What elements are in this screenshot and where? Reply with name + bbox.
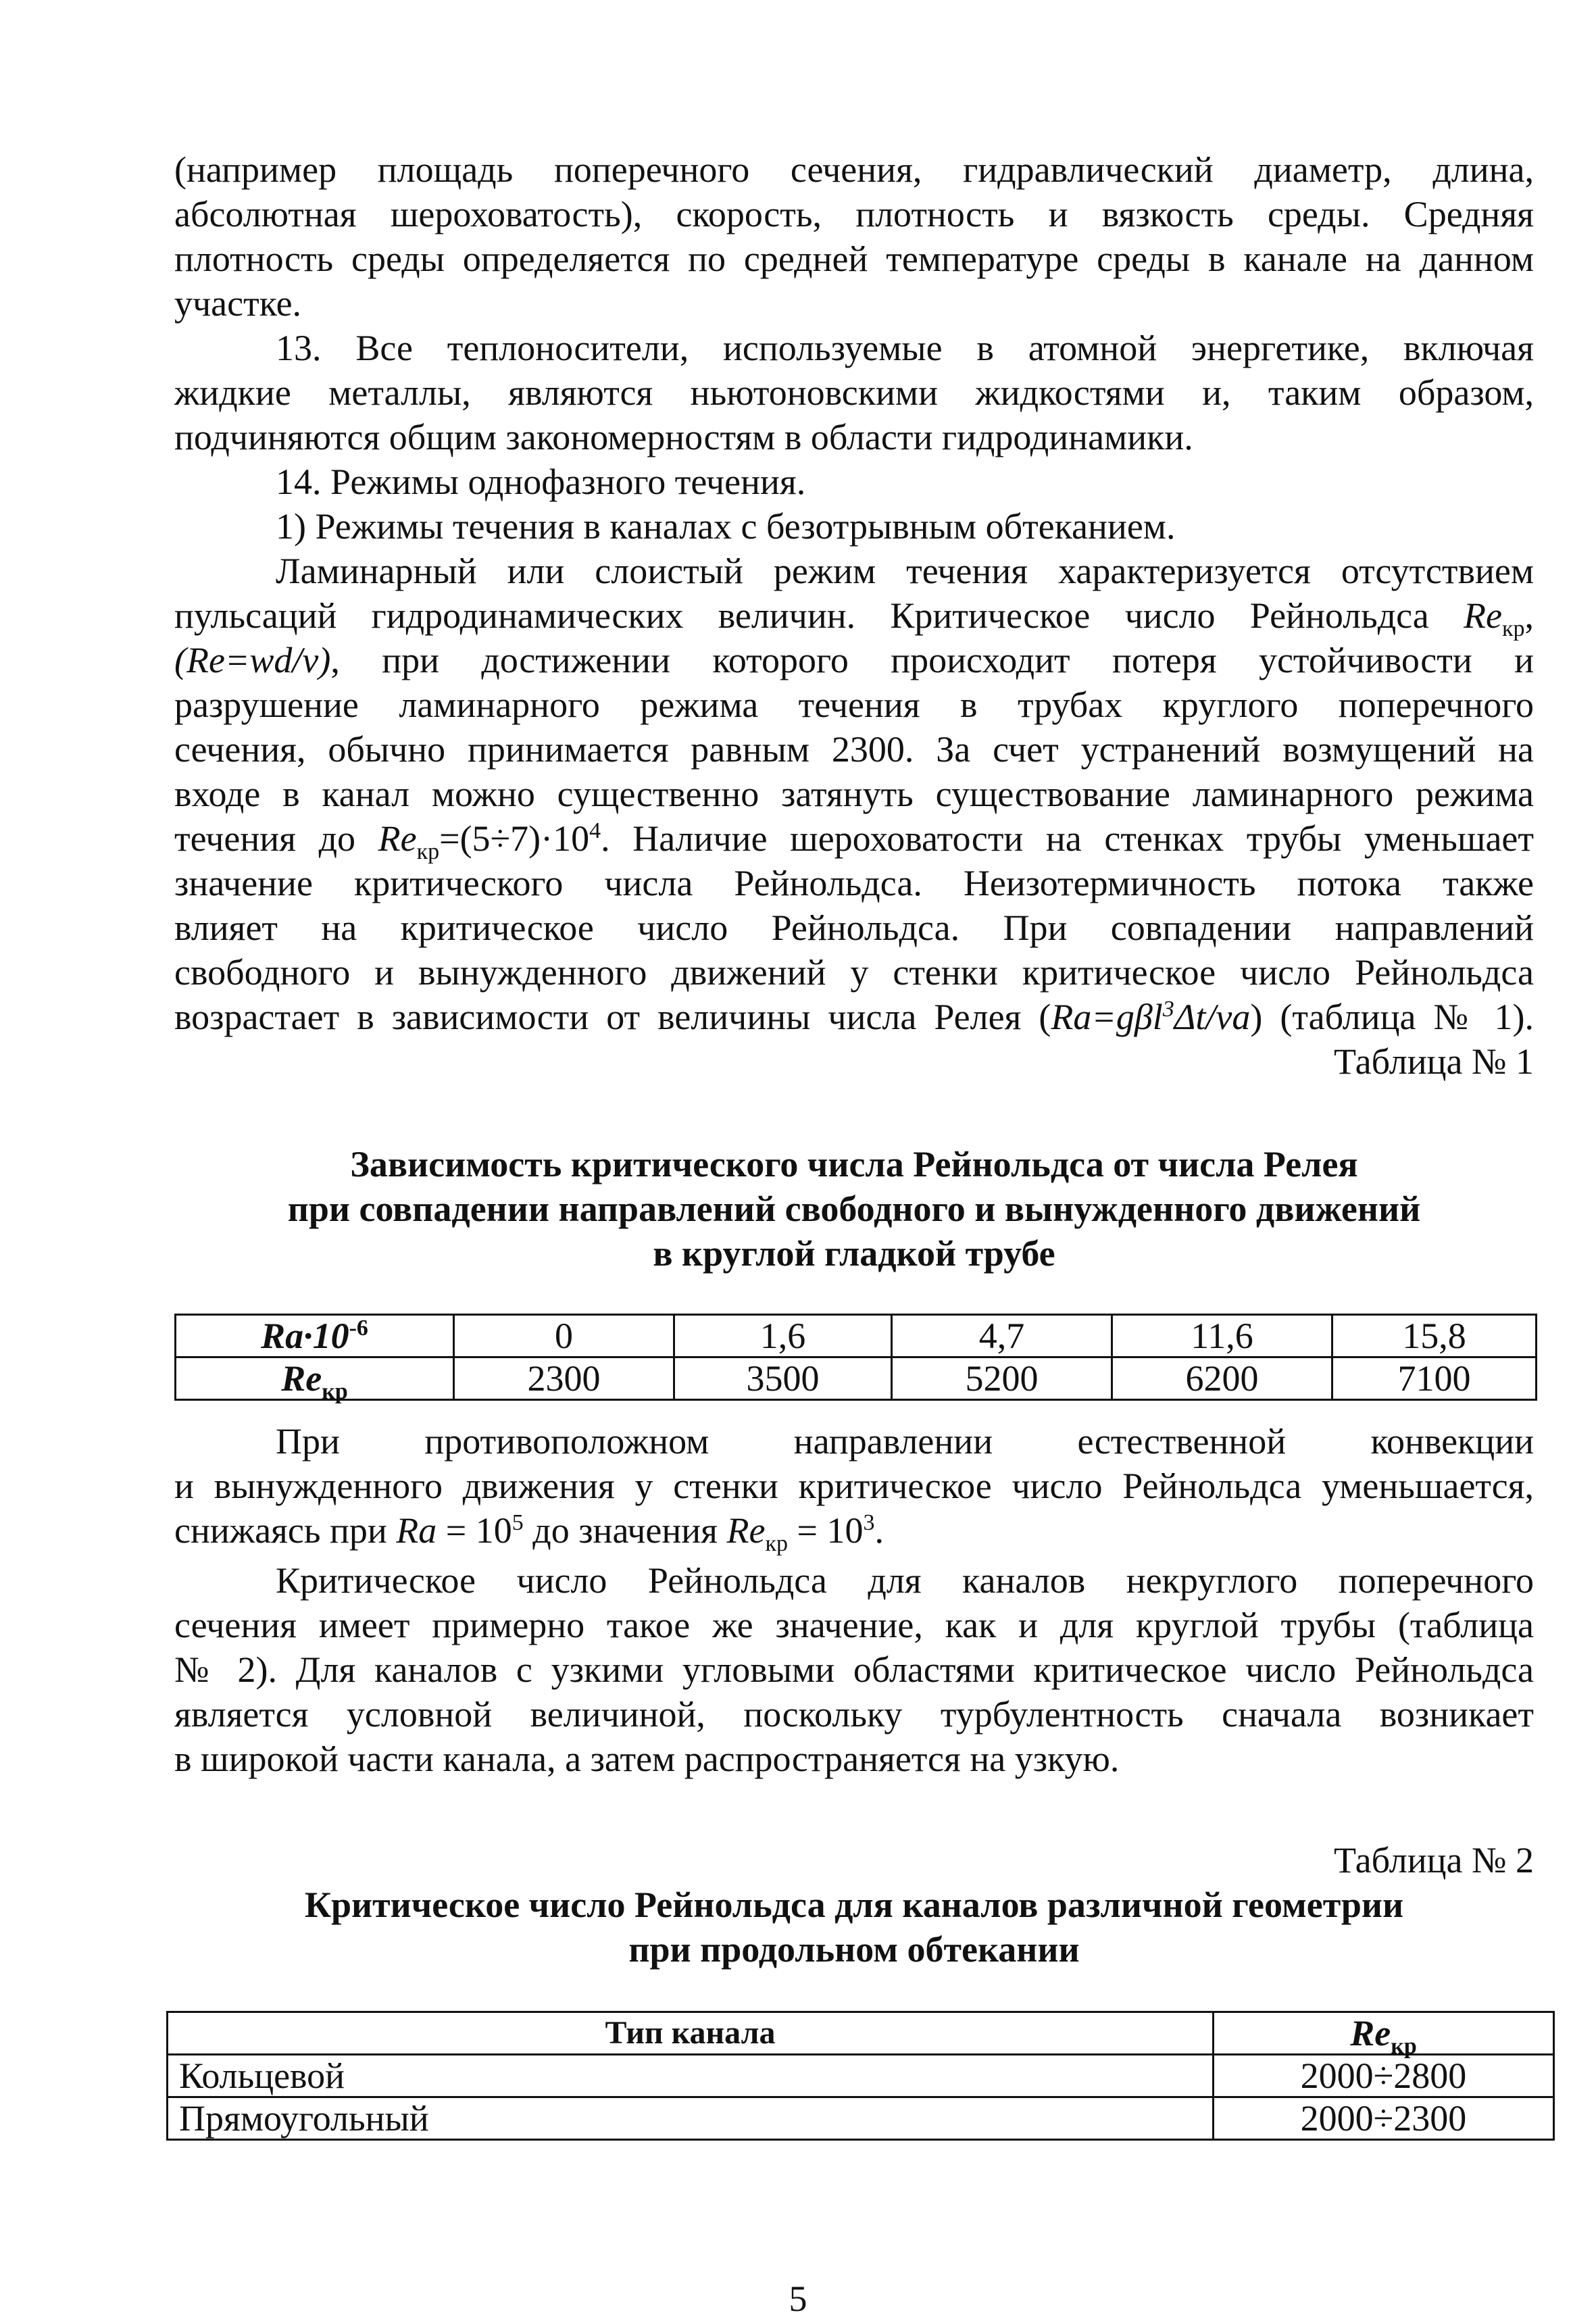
- table-cell: Кольцевой: [168, 2055, 1214, 2097]
- table-caption: Зависимость критического числа Рейнольдса от числа Релея: [350, 1144, 1358, 1185]
- table-header-cell: $Re_{кр}$: [176, 1357, 454, 1400]
- table-header-cell: Тип канала: [168, 2012, 1214, 2055]
- paragraph-line: подчиняются общим закономерностям в области гидродинамики.: [174, 417, 1193, 457]
- paragraph-line: возрастает в зависимости от величины числа Релея (Ra=gβl$^3$Δt/νa) (таблица № 1).: [174, 997, 1534, 1037]
- paragraph-line: участке.: [174, 283, 302, 324]
- table-caption: в круглой гладкой трубе: [653, 1233, 1055, 1274]
- table-header-cell: $Re_{кр}$: [1214, 2012, 1554, 2055]
- paragraph-line: № 2). Для каналов с узкими угловыми областями критическое число Рейнольдса: [174, 1649, 1534, 1690]
- paragraph-line: значение критического числа Рейнольдса. Неизотермичность потока также: [174, 863, 1534, 903]
- table-label: Таблица № 1: [1334, 1041, 1534, 1082]
- paragraph-line: входе в канал можно существенно затянуть существование ламинарного режима: [174, 774, 1534, 814]
- paragraph-line: в широкой части канала, а затем распространяется на узкую.: [174, 1739, 1120, 1779]
- table-row: [168, 2055, 1554, 2097]
- page-number: 5: [789, 2278, 807, 2319]
- paragraph-line: разрушение ламинарного режима течения в трубах круглого поперечного: [174, 684, 1534, 725]
- table-caption: при продольном обтекании: [628, 1929, 1080, 1970]
- table-cell: Прямоугольный: [168, 2097, 1214, 2140]
- table-cell: 1,6: [674, 1315, 892, 1357]
- paragraph-line: сечения имеет примерно такое же значение, как и для круглой трубы (таблица: [174, 1605, 1534, 1645]
- reynolds-range: $Re_{кр}=(5\div 7)\cdot 10^4$: [378, 818, 601, 864]
- table-cell: 4,7: [892, 1315, 1112, 1357]
- paragraph-line: свободного и вынужденного движений у стенки критическое число Рейнольдса: [174, 952, 1534, 993]
- reynolds-formula: (Re=wd/ν): [174, 640, 331, 680]
- reynolds-symbol: $Re_{кр}$,: [1464, 595, 1534, 641]
- paragraph-line: абсолютная шероховатость), скорость, плотность и вязкость среды. Средняя: [174, 194, 1534, 234]
- section-heading: 14. Режимы однофазного течения.: [276, 462, 806, 502]
- paragraph-line: течения до $Re_{кр}=(5\div 7)\cdot 10^4$. Наличие шероховатости на стенках трубы уменьшает: [174, 818, 1534, 864]
- paragraph-line: Критическое число Рейнольдса для каналов некруглого поперечного: [276, 1560, 1534, 1601]
- table-cell: 2000÷2300: [1214, 2097, 1554, 2140]
- paragraph-line: Ламинарный или слоистый режим течения характеризуется отсутствием: [276, 551, 1534, 591]
- paragraph-line: и вынужденного движения у стенки критическое число Рейнольдса уменьшается,: [174, 1466, 1534, 1506]
- table-cell: 15,8: [1332, 1315, 1537, 1357]
- table-cell: 5200: [892, 1357, 1112, 1400]
- text-run: , при достижении которого происходит потеря устойчивости и: [330, 640, 1534, 680]
- table-header-cell: $Ra\cdot 10^{-6}$: [176, 1315, 454, 1357]
- table-caption: Критическое число Рейнольдса для каналов различной геометрии: [304, 1885, 1404, 1925]
- table-cell: 7100: [1332, 1357, 1537, 1400]
- paragraph-line: снижаясь при $Ra = 10^5$ до значения $Re_{кр} = 10^3$.: [174, 1510, 884, 1556]
- channel-geometry-table: [166, 2011, 1555, 2141]
- table-label: Таблица № 2: [1334, 1840, 1534, 1880]
- table-row: [176, 1315, 1537, 1357]
- table-row: [168, 2012, 1554, 2055]
- table-caption: при совпадении направлений свободного и вынужденного движений: [287, 1189, 1421, 1229]
- paragraph-line: является условной величиной, поскольку турбулентность сначала возникает: [174, 1694, 1534, 1735]
- paragraph-line: [174, 638, 1534, 682]
- paragraph-line: При противоположном направлении естественной конвекции: [276, 1421, 1534, 1462]
- paragraph-line: влияет на критическое число Рейнольдса. При совпадении направлений: [174, 907, 1534, 948]
- table-cell: 6200: [1112, 1357, 1332, 1400]
- table-row: [168, 2097, 1554, 2140]
- paragraph-line: [174, 593, 1534, 641]
- table-cell: 2000÷2800: [1214, 2055, 1554, 2097]
- paragraph-line: жидкие металлы, являются ньютоновскими жидкостями и, таким образом,: [174, 372, 1534, 413]
- rayleigh-formula: Ra=gβl$^3$Δt/νa: [1051, 997, 1251, 1037]
- table-cell: 0: [454, 1315, 674, 1357]
- text-run: пульсаций гидродинамических величин. Критическое число Рейнольдса: [174, 595, 1429, 636]
- reynolds-rayleigh-table: [174, 1314, 1537, 1404]
- paragraph-line: сечения, обычно принимается равным 2300. За счет устранений возмущений на: [174, 729, 1534, 770]
- paragraph-line: (например площадь поперечного сечения, гидравлический диаметр, длина,: [174, 149, 1534, 190]
- table-cell: 3500: [674, 1357, 892, 1400]
- subsection-heading: 1) Режимы течения в каналах с безотрывным обтеканием.: [276, 506, 1176, 547]
- table-cell: 11,6: [1112, 1315, 1332, 1357]
- table-cell: 2300: [454, 1357, 674, 1400]
- paragraph-line: плотность среды определяется по средней температуре среды в канале на данном: [174, 239, 1534, 279]
- table-row: [176, 1357, 1537, 1400]
- paragraph-line: 13. Все теплоносители, используемые в атомной энергетике, включая: [276, 328, 1534, 368]
